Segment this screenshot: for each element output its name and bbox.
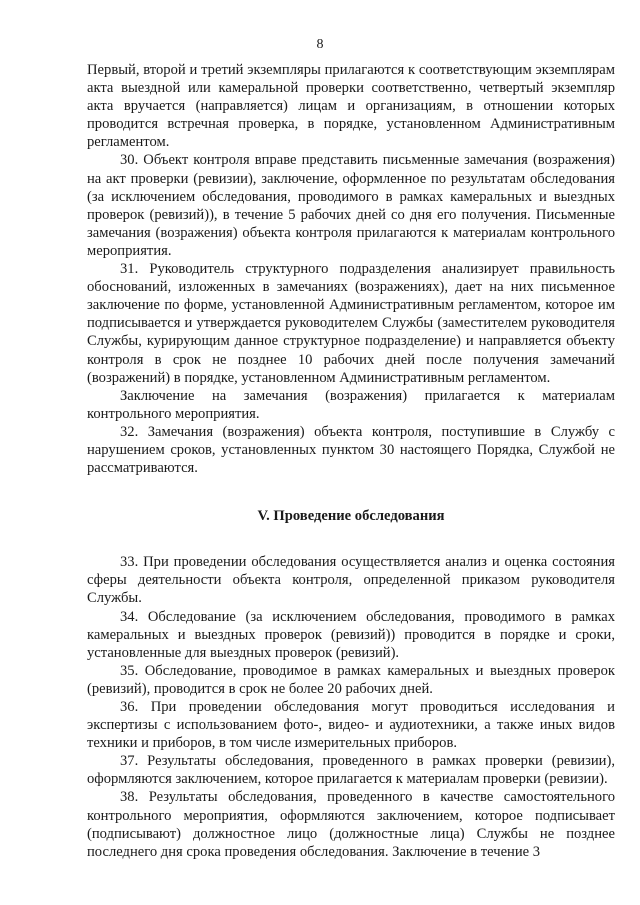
paragraph-copies-distribution: Первый, второй и третий экземпляры прилагаются к соответствующим экземплярам акта выездной или камеральной проверки соответственно, четвертый экземпляр акта вручается (направляется) лицам и организациям, в отношении которых проводится встречная проверка, в порядке, установленном Административным регламентом.	[87, 62, 615, 151]
page-number: 8	[316, 37, 324, 52]
paragraph-item-37: 37. Результаты обследования, проведенного в рамках проверки (ревизии), оформляются заключением, которое прилагается к материалам проверки (ревизии).	[87, 753, 615, 788]
paragraph-item-33: 33. При проведении обследования осуществляется анализ и оценка состояния сферы деятельности объекта контроля, определенной приказом руководителя Службы.	[87, 554, 615, 607]
paragraph-item-31: 31. Руководитель структурного подразделения анализирует правильность обоснований, изложенных в замечаниях (возражениях), дает на них письменное заключение по форме, установленной Административным регламентом, которое им подписывается и утверждается руководителем Службы (заместителем руководителя Службы, курирующим данное структурное подразделение) и направляется объекту контроля в срок не позднее 10 рабочих дней после получения замечаний (возражений) в порядке, установленном Административным регламентом.	[87, 261, 615, 386]
paragraph-conclusion-attached: Заключение на замечания (возражения) прилагается к материалам контрольного мероприятия.	[87, 387, 615, 422]
document-body	[87, 61, 615, 861]
paragraph-item-30: 30. Объект контроля вправе представить письменные замечания (возражения) на акт проверки (ревизии), заключение, оформленное по результатам обследования (за исключением обследования, проводимого в рамках камеральных и выездных проверок (ревизий)), в течение 5 рабочих дней со дня его получения. Письменные замечания (возражения) объекта контроля прилагаются к материалам контрольного мероприятия.	[87, 152, 615, 259]
paragraph-item-38: 38. Результаты обследования, проведенного в качестве самостоятельного контрольного мероприятия, оформляются заключением, которое подписывает (подписывают) должностное лицо (должностные лица) Службы не позднее последнего дня срока проведения обследования. Заключение в течение 3	[87, 789, 615, 860]
paragraph-item-34: 34. Обследование (за исключением обследования, проводимого в рамках камеральных и выездных проверок (ревизий)) проводится в порядке и сроки, установленные для выездных проверок (ревизий).	[87, 608, 615, 661]
paragraph-item-35: 35. Обследование, проводимое в рамках камеральных и выездных проверок (ревизий), проводится в срок не более 20 рабочих дней.	[87, 662, 615, 697]
paragraph-item-32: 32. Замечания (возражения) объекта контроля, поступившие в Службу с нарушением сроков, установленных пунктом 30 настоящего Порядка, Службой не рассматриваются.	[87, 423, 615, 477]
section-heading: V. Проведение обследования	[257, 508, 445, 525]
paragraph-item-36: 36. При проведении обследования могут проводиться исследования и экспертизы с использованием фото-, видео- и аудиотехники, а также иных видов техники и приборов, в том числе измерительных приборов.	[87, 699, 615, 752]
